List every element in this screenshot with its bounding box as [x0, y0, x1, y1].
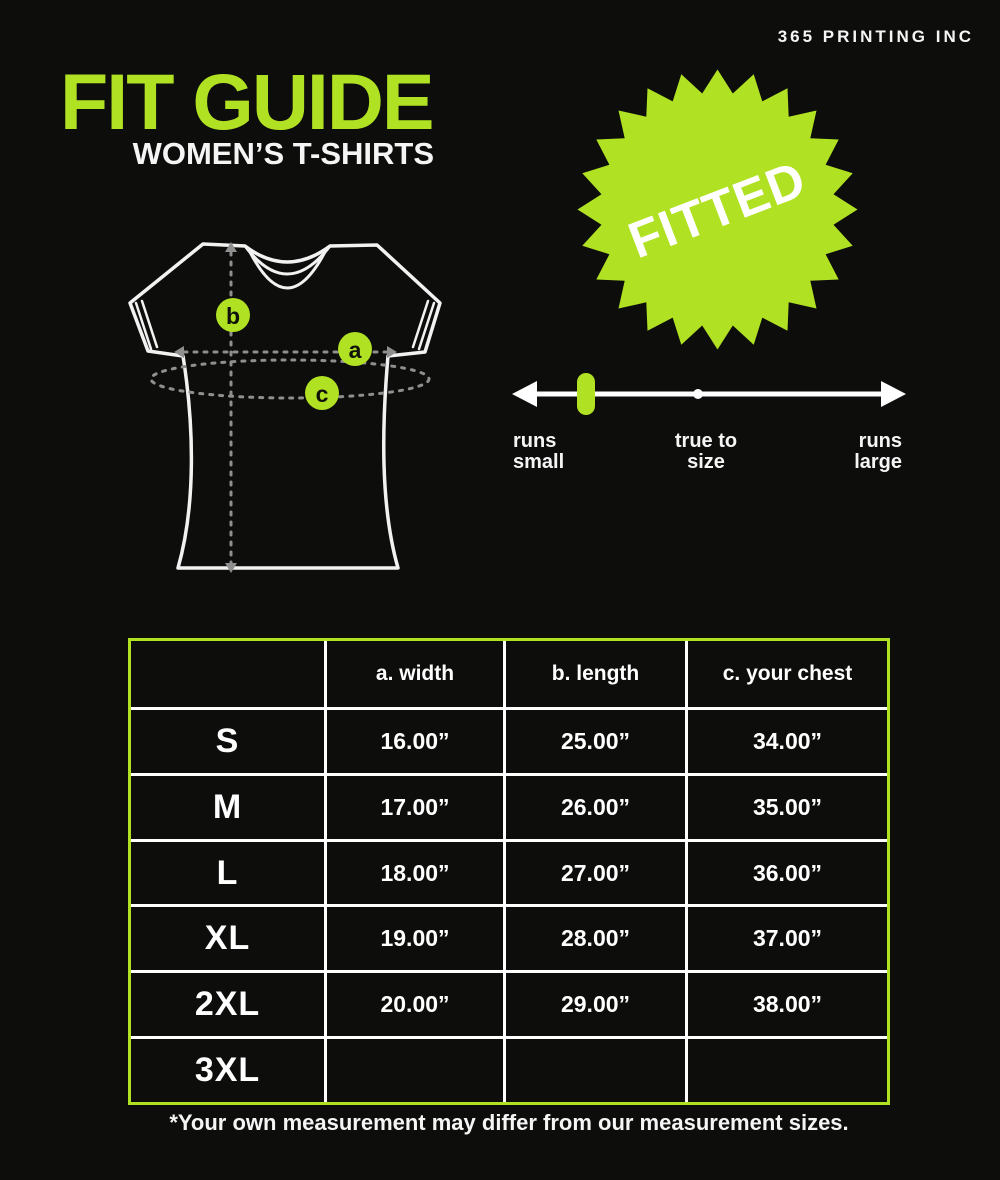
scale-label-runs-small: runs small: [513, 430, 565, 473]
marker-length: [216, 298, 250, 332]
value-cell: 37.00”: [688, 907, 887, 970]
value-cell: 18.00”: [327, 842, 503, 905]
value-cell: 19.00”: [327, 907, 503, 970]
marker-width: [338, 332, 372, 366]
value-cell: 20.00”: [327, 973, 503, 1036]
header-cell-size: [131, 641, 324, 707]
size-cell: 2XL: [131, 973, 324, 1036]
value-cell: 25.00”: [506, 710, 685, 773]
page-subtitle: WOMEN’S T-SHIRTS: [132, 136, 434, 171]
size-cell: 3XL: [131, 1039, 324, 1102]
badge-label: FITTED: [621, 149, 814, 270]
tshirt-outline-icon: [130, 244, 440, 568]
header-cell-length: b. length: [506, 641, 685, 707]
marker-width-label: a: [348, 337, 362, 363]
value-cell: [688, 1039, 887, 1102]
page-title: FIT GUIDE: [60, 57, 433, 146]
value-cell: 36.00”: [688, 842, 887, 905]
footnote: *Your own measurement may differ from our measurement sizes.: [169, 1110, 849, 1135]
tshirt-diagram: [118, 225, 458, 590]
value-cell: 16.00”: [327, 710, 503, 773]
fit-scale: [503, 355, 915, 440]
measurement-arrowheads: [174, 242, 397, 573]
value-cell: 28.00”: [506, 907, 685, 970]
scale-label-runs-large: runs large: [854, 430, 902, 473]
size-table: [128, 638, 890, 1105]
header-cell-width: a. width: [327, 641, 503, 707]
value-cell: 27.00”: [506, 842, 685, 905]
marker-length-label: b: [225, 303, 241, 329]
scale-arrow-icon: [512, 381, 906, 407]
fitted-badge: [575, 67, 860, 352]
scale-center-tick: [693, 389, 703, 399]
value-cell: 35.00”: [688, 776, 887, 839]
value-cell: 38.00”: [688, 973, 887, 1036]
scale-label-true-to-size: true to size: [674, 430, 738, 473]
header-cell-chest: c. your chest: [688, 641, 887, 707]
size-cell: S: [131, 710, 324, 773]
value-cell: 29.00”: [506, 973, 685, 1036]
size-cell: L: [131, 842, 324, 905]
brand-name: 365 PRINTING INC: [777, 27, 974, 46]
value-cell: [327, 1039, 503, 1102]
value-cell: [506, 1039, 685, 1102]
scale-marker: [577, 373, 595, 415]
value-cell: 34.00”: [688, 710, 887, 773]
marker-chest: [305, 376, 339, 410]
size-cell: M: [131, 776, 324, 839]
value-cell: 17.00”: [327, 776, 503, 839]
value-cell: 26.00”: [506, 776, 685, 839]
size-cell: XL: [131, 907, 324, 970]
marker-chest-label: c: [315, 381, 329, 407]
